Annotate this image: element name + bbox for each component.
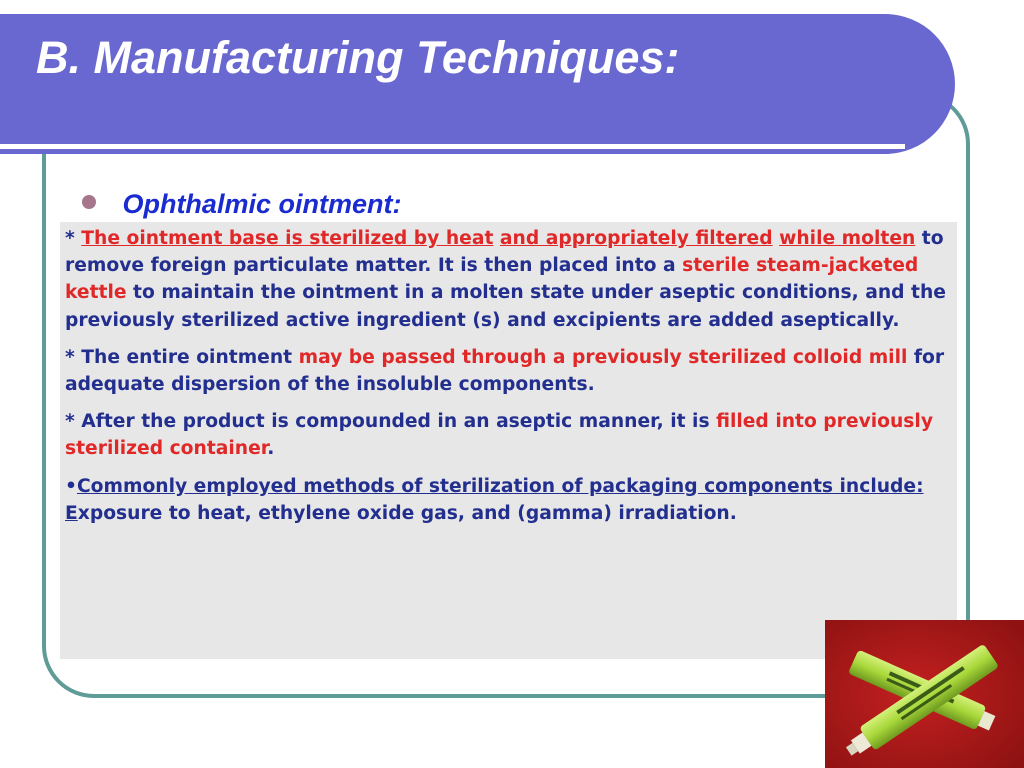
bullet-item xyxy=(82,189,401,220)
text-span: * xyxy=(65,228,82,249)
text-span: • xyxy=(65,475,77,497)
text-span: . xyxy=(267,438,275,460)
underlined-text: Commonly employed methods of sterilization of packaging components include: E xyxy=(65,475,924,524)
text-span: to remove foreign particulate matter. It is then placed into a xyxy=(65,228,944,277)
highlight-text: and appropriately filtered xyxy=(499,228,773,249)
ointment-tubes-photo xyxy=(825,620,1024,768)
paragraph-4 xyxy=(65,473,949,527)
text-span: for adequate dispersion of the insoluble components. xyxy=(65,346,945,396)
title-underline xyxy=(0,144,905,149)
highlight-text: The ointment base is sterilized by heat xyxy=(81,228,494,249)
highlight-text: while molten xyxy=(779,228,916,249)
text-span: * The entire ointment xyxy=(65,346,299,368)
highlight-text: sterile steam-jacketed kettle xyxy=(65,255,919,304)
ointment-tubes-icon xyxy=(825,620,1024,768)
content-image-text xyxy=(60,222,957,659)
paragraph-3 xyxy=(65,408,949,462)
bullet-label: Ophthalmic ointment: xyxy=(122,189,402,219)
title-bar xyxy=(0,14,955,154)
text-span: to maintain the ointment in a molten state under aseptic conditions, and the previously sterilized active ingredient (s) and excipients are added aseptically. xyxy=(65,282,946,331)
highlight-text: may be passed through a previously sterilized colloid mill xyxy=(298,346,908,368)
text-span: * After the product is compounded in an aseptic manner, it is xyxy=(65,411,717,433)
highlight-text: filled into previously sterilized container xyxy=(65,411,934,460)
paragraph-2 xyxy=(65,344,949,398)
bullet-dot-icon xyxy=(82,195,96,209)
slide-title: B. Manufacturing Techniques: xyxy=(36,32,680,83)
text-span: xposure to heat, ethylene oxide gas, and (gamma) irradiation. xyxy=(77,502,737,524)
paragraph-1 xyxy=(65,225,949,334)
